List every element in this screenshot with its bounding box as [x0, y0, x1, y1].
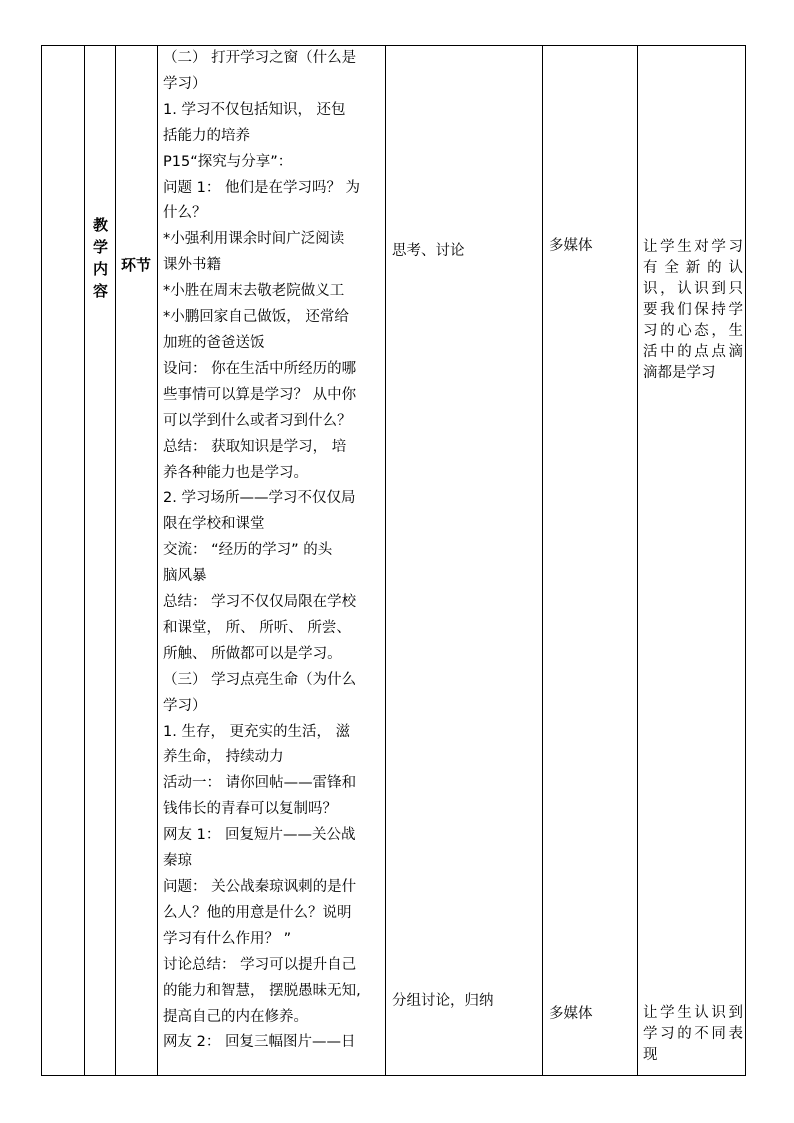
content-line: （三） 学习点亮生命（为什么	[163, 671, 357, 688]
content-line: 提高自己的内在修养。	[163, 1008, 308, 1025]
content-line: 么人？他的用意是什么？说明	[163, 904, 352, 921]
content-line: 学习）	[163, 697, 207, 714]
content-line: 和课堂， 所、 所听、 所尝、	[163, 619, 351, 636]
content-line: 养各种能力也是学习。	[163, 464, 308, 481]
content-line: 讨论总结： 学习可以提升自己	[163, 956, 357, 973]
content-line: 1. 学习不仅包括知识， 还包	[163, 101, 346, 118]
content-line: 网友 1： 回复短片——关公战	[163, 827, 356, 844]
purpose-new-understanding: 让学生对学习有全新的认识，认识到只要我们保持学习的心态，生活中的点点滴滴都是学习	[643, 239, 743, 381]
content-line: 问题： 关公战秦琼讽刺的是什	[163, 879, 357, 895]
content-line: 1. 生存， 更充实的生活， 滋	[163, 723, 351, 740]
content-line: 总结： 学习不仅仅局限在学校	[163, 594, 357, 611]
content-line: （二） 打开学习之窗（什么是	[163, 50, 357, 66]
content-line: 些事情可以算是学习？ 从中你	[163, 386, 357, 403]
content-line: *小胜在周末去敬老院做义工	[163, 283, 345, 300]
content-line: 养生命， 持续动力	[163, 749, 284, 766]
column-divider	[84, 46, 85, 1075]
content-line: 2. 学习场所——学习不仅仅局	[163, 490, 356, 507]
content-line: 钱伟长的青春可以复制吗？	[163, 801, 337, 818]
content-line: 所触、 所做都可以是学习。	[163, 645, 342, 662]
content-line: 交流： “经历的学习” 的头	[163, 542, 333, 559]
content-line: 括能力的培养	[163, 127, 250, 144]
content-line: *小鹏回家自己做饭， 还常给	[163, 309, 349, 326]
segment-label: 环节	[120, 256, 151, 274]
content-line: 脑风暴	[163, 568, 207, 585]
section-label: 教 学 内 容	[92, 216, 108, 300]
media-multimedia: 多媒体	[549, 1006, 593, 1022]
content-line: 什么？	[163, 205, 207, 222]
content-line: 学习有什么作用？ ”	[163, 930, 292, 947]
column-divider	[637, 46, 638, 1075]
content-line: 总结： 获取知识是学习， 培	[163, 438, 347, 455]
content-line: 加班的爸爸送饭	[163, 334, 265, 351]
content-line: *小强利用课余时间广泛阅读	[163, 231, 345, 248]
method-thinking-discussion: 思考、讨论	[392, 243, 465, 259]
column-divider	[542, 46, 543, 1075]
column-divider	[385, 46, 386, 1075]
content-line: 活动一： 请你回帖——雷锋和	[163, 775, 357, 792]
content-line: 的能力和智慧， 摆脱愚昧无知,	[163, 982, 361, 999]
media-multimedia: 多媒体	[549, 238, 593, 254]
content-line: 秦琼	[163, 853, 192, 870]
content-line: 网友 2： 回复三幅图片——日	[163, 1034, 356, 1051]
teaching-content	[163, 46, 385, 1056]
content-line: P15“探究与分享”：	[163, 153, 293, 170]
purpose-learning-forms: 让学生认识到学习的不同表现	[643, 1005, 743, 1063]
content-line: 学习）	[163, 75, 207, 92]
column-divider	[157, 46, 158, 1075]
content-line: 问题 1： 他们是在学习吗？ 为	[163, 179, 361, 196]
method-group-discussion: 分组讨论，归纳	[392, 993, 494, 1009]
column-divider	[115, 46, 116, 1075]
content-line: 课外书籍	[163, 257, 221, 274]
content-line: 设问： 你在生活中所经历的哪	[163, 360, 357, 377]
content-line: 限在学校和课堂	[163, 516, 265, 533]
lesson-table	[41, 45, 746, 1076]
content-line: 可以学到什么或者习到什么？	[163, 412, 352, 429]
